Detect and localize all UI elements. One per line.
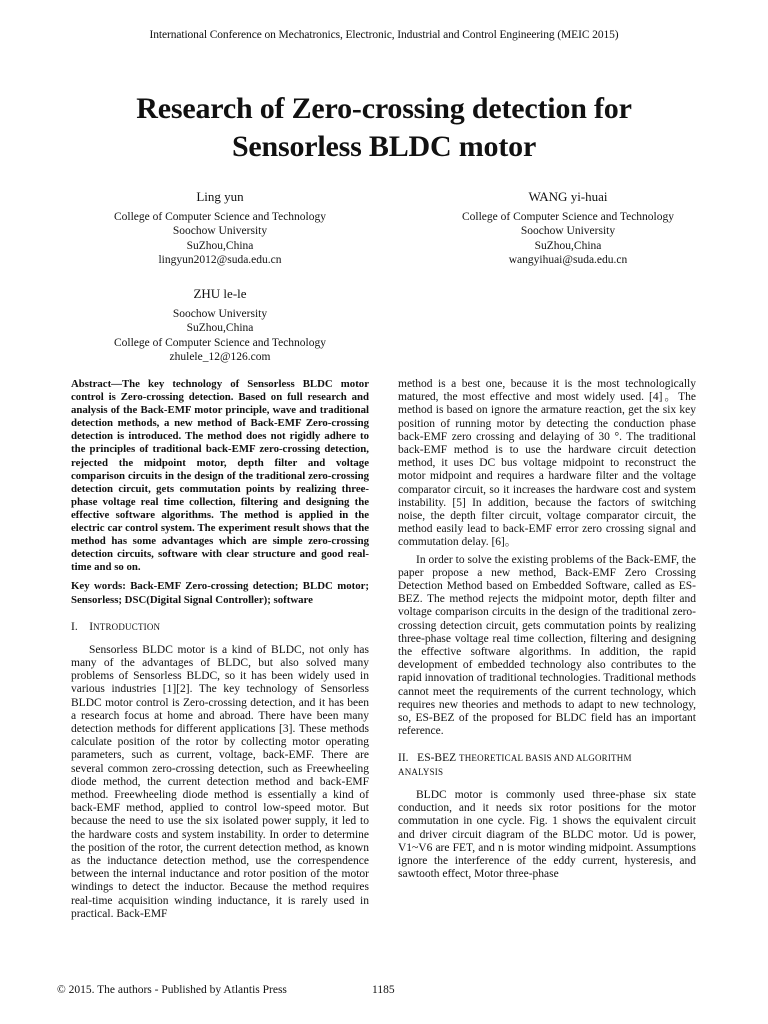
author-email: lingyun2012@suda.edu.cn <box>158 253 282 266</box>
copyright-footer: © 2015. The authors - Published by Atlantis Press <box>57 984 287 996</box>
conference-header: International Conference on Mechatronics, Electronic, Industrial and Control Engineering (MEIC 2015) <box>149 29 619 41</box>
author-block-2 <box>418 190 718 267</box>
section-number: II. <box>398 752 409 765</box>
author-name: WANG yi-huai <box>528 189 608 204</box>
author-affiliation-line: Soochow University <box>172 225 268 238</box>
page-number: 1185 <box>372 984 395 996</box>
author-affiliation-line: College of Computer Science and Technology <box>114 211 326 224</box>
author-affiliation-line: SuZhou,China <box>186 322 254 335</box>
body-paragraph: In order to solve the existing problems of the Back-EMF, the paper propose a new method, Back-EMF Zero Crossing Detection Method based on Embedded Software, called as ES-BEZ. The method rejects the midpoint motor, depth filter and voltage comparison circuits in the design of the traditional zero-crossing detection circuit, gets commutation points by realizing three-phase voltage real time collection, filtering and designing the effective software algorithms. In addition, the rapid development of embedded technology also contributes to the rapid innovation of traditional technologies. Traditional methods cannot meet the requirements of the current technology, which requires new theories and methods to adapt to new technology, so, ES-BEZ of the proposed for BLDC field has an important reference. <box>398 553 696 738</box>
keywords: Key words: Back-EMF Zero-crossing detection; BLDC motor; Sensorless; DSC(Digital Signal Controller); software <box>71 580 369 606</box>
title-line-2: Sensorless BLDC motor <box>231 130 537 163</box>
section-title-rest: NTRODUCTION <box>93 621 161 632</box>
author-block-3 <box>70 287 370 364</box>
body-paragraph: method is a best one, because it is the most technologically matured, the most effective and most widely used. [4]。The method is based on ignore the armature reaction, get the six key position of running motor by detecting the conduction phase back-EMF zero crossing and delaying of 30 °. The traditional back-EMF method is to use the hardware circuit detection method, it uses DC bus voltage midpoint to reconstruct the motor midpoint and requires a hardware filter and the voltage comparator circuit, so it increases the hardware cost and system instability. [5] In addition, because the factors of switching noise, the depth filter circuit, voltage comparator circuit, the method easily lead to back-EMF error zero crossing signal and commutation delay. [6]。 <box>398 378 696 549</box>
section-title-line-2: ANALYSIS <box>398 766 444 777</box>
body-paragraph: BLDC motor is commonly used three-phase six state conduction, and it needs six rotor positions for the motor commutation in one cycle. Fig. 1 shows the equivalent circuit and driver circuit diagram of the BLDC motor. Ud is power, V1~V6 are FET, and n is motor winding midpoint. Assumptions ignore the interference of the eddy current, hysteresis, and sawtooth effect, Motor three-phase <box>398 788 696 881</box>
right-column <box>398 378 696 885</box>
author-email: zhulele_12@126.com <box>169 350 271 363</box>
author-affiliation-line: College of Computer Science and Technology <box>462 211 674 224</box>
left-column <box>71 378 369 925</box>
title-line-1: Research of Zero-crossing detection for <box>136 92 632 125</box>
author-block-1 <box>70 190 370 267</box>
section-title-line-1: THEORETICAL BASIS AND ALGORITHM <box>459 753 632 764</box>
body-paragraph: Sensorless BLDC motor is a kind of BLDC, not only has many of the advantages of BLDC, but also solved many problems of Sensorless BLDC, so it has been widely used in various industries [1][2]. The key technology of Sensorless BLDC motor control is Zero-crossing detection, and it has been a research focus at home and abroad. There have been many detection methods for different applications [3]. These methods calculate position of the rotor by collecting motor operating parameters, such as current, voltage, back-EMF. There are several common zero-crossing detection, such as Freewheeling diode method, the current detection method and back-EMF method. Freewheeling diode method is essentially a kind of back-EMF method, applied to control low-speed motor. But because the need to use the six isolated power supply, it led to the hardware costs and system instability. In order to determine the position of the rotor, the current detection method, as known as the inductance detection method, use the correspendence between the internal inductance and rotor position of the motor windings to detect the inductor. Because the method requires real-time acquisition winding inductance, it is rarely used in practical. Back-EMF <box>71 643 369 920</box>
author-name: Ling yun <box>196 189 244 204</box>
author-name: ZHU le-le <box>193 286 247 301</box>
author-email: wangyihuai@suda.edu.cn <box>508 253 628 266</box>
author-affiliation-line: Soochow University <box>520 225 616 238</box>
section-heading-introduction <box>71 621 369 634</box>
author-affiliation-line: SuZhou,China <box>186 239 254 252</box>
author-affiliation-line: College of Computer Science and Technology <box>114 336 326 349</box>
paper-title <box>60 90 708 166</box>
section-title-prefix: ES-BEZ <box>417 752 457 765</box>
section-title-initial: I <box>89 620 94 633</box>
section-number: I. <box>71 620 78 633</box>
author-affiliation-line: Soochow University <box>172 308 268 321</box>
author-affiliation-line: SuZhou,China <box>534 239 602 252</box>
section-heading-theory <box>398 752 696 778</box>
abstract: Abstract—The key technology of Sensorless BLDC motor control is Zero-crossing detection. Based on full research and analysis of the Back-EMF motor principle, wave and traditional detection methods, a new method of Back-EMF Zero-crossing detection is introduced. The method does not rigidly adhere to the principles of traditional back-EMF zero-crossing detection, rejected the midpoint motor, depth filter and voltage comparison circuits in the design of the traditional zero-crossing detection circuit, gets commutation points by realizing three-phase voltage real time collection, filtering and designing the effective software algorithms. The method is applied in the electric car control system. The experiment result shows that the method has some advantages which are simple zero-crossing detection circuits, software with clear structure and good real-time and so on. <box>71 378 369 574</box>
